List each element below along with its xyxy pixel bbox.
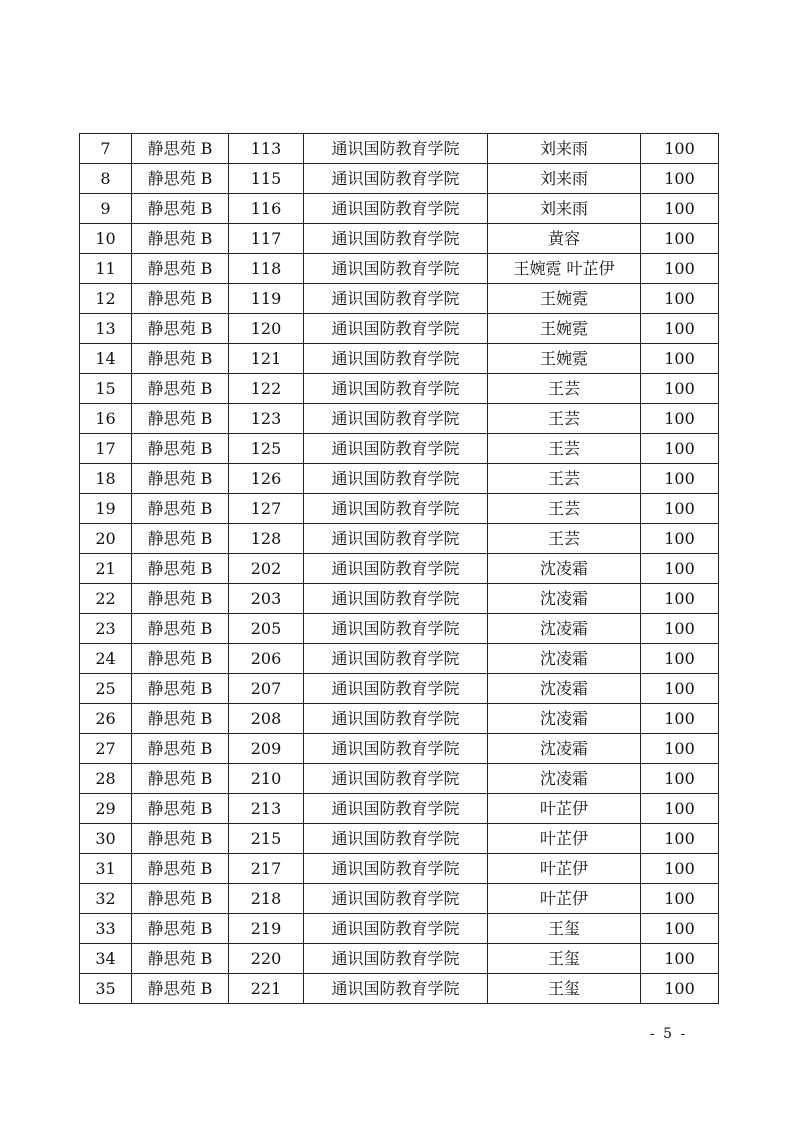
table-row xyxy=(80,614,719,644)
row-index-cell: 35 xyxy=(80,974,132,1004)
table-row xyxy=(80,524,719,554)
inspector-name-cell: 王玺 xyxy=(488,944,641,974)
score-cell: 100 xyxy=(641,404,719,434)
row-index-cell: 19 xyxy=(80,494,132,524)
table-body xyxy=(80,134,719,1004)
score-cell: 100 xyxy=(641,314,719,344)
score-cell: 100 xyxy=(641,734,719,764)
table-row xyxy=(80,404,719,434)
score-cell: 100 xyxy=(641,464,719,494)
inspector-name-cell: 王芸 xyxy=(488,404,641,434)
room-number-cell: 203 xyxy=(229,584,304,614)
inspector-name-cell: 沈凌霜 xyxy=(488,704,641,734)
building-cell: 静思苑 B xyxy=(132,794,229,824)
score-cell: 100 xyxy=(641,374,719,404)
room-number-cell: 113 xyxy=(229,134,304,164)
inspector-name-cell: 王婉霓 xyxy=(488,284,641,314)
room-number-cell: 118 xyxy=(229,254,304,284)
row-index-cell: 22 xyxy=(80,584,132,614)
table-row xyxy=(80,254,719,284)
score-cell: 100 xyxy=(641,854,719,884)
table-row xyxy=(80,344,719,374)
inspector-name-cell: 王玺 xyxy=(488,974,641,1004)
college-cell: 通识国防教育学院 xyxy=(304,824,488,854)
inspector-name-cell: 刘来雨 xyxy=(488,134,641,164)
inspector-name-cell: 沈凌霜 xyxy=(488,764,641,794)
room-number-cell: 221 xyxy=(229,974,304,1004)
room-number-cell: 116 xyxy=(229,194,304,224)
room-number-cell: 128 xyxy=(229,524,304,554)
building-cell: 静思苑 B xyxy=(132,494,229,524)
room-number-cell: 219 xyxy=(229,914,304,944)
room-number-cell: 208 xyxy=(229,704,304,734)
college-cell: 通识国防教育学院 xyxy=(304,164,488,194)
inspector-name-cell: 王婉霓 叶芷伊 xyxy=(488,254,641,284)
score-cell: 100 xyxy=(641,524,719,554)
table-row xyxy=(80,914,719,944)
table-row xyxy=(80,284,719,314)
row-index-cell: 31 xyxy=(80,854,132,884)
inspector-name-cell: 王芸 xyxy=(488,434,641,464)
college-cell: 通识国防教育学院 xyxy=(304,674,488,704)
college-cell: 通识国防教育学院 xyxy=(304,134,488,164)
row-index-cell: 10 xyxy=(80,224,132,254)
room-number-cell: 115 xyxy=(229,164,304,194)
building-cell: 静思苑 B xyxy=(132,854,229,884)
inspector-name-cell: 沈凌霜 xyxy=(488,584,641,614)
building-cell: 静思苑 B xyxy=(132,914,229,944)
table-row xyxy=(80,824,719,854)
building-cell: 静思苑 B xyxy=(132,884,229,914)
building-cell: 静思苑 B xyxy=(132,374,229,404)
room-number-cell: 122 xyxy=(229,374,304,404)
row-index-cell: 32 xyxy=(80,884,132,914)
college-cell: 通识国防教育学院 xyxy=(304,554,488,584)
inspector-name-cell: 王芸 xyxy=(488,494,641,524)
score-cell: 100 xyxy=(641,434,719,464)
score-cell: 100 xyxy=(641,134,719,164)
dormitory-score-table xyxy=(79,133,719,1004)
row-index-cell: 33 xyxy=(80,914,132,944)
college-cell: 通识国防教育学院 xyxy=(304,764,488,794)
room-number-cell: 206 xyxy=(229,644,304,674)
room-number-cell: 121 xyxy=(229,344,304,374)
inspector-name-cell: 王芸 xyxy=(488,464,641,494)
building-cell: 静思苑 B xyxy=(132,524,229,554)
score-cell: 100 xyxy=(641,704,719,734)
building-cell: 静思苑 B xyxy=(132,614,229,644)
score-cell: 100 xyxy=(641,824,719,854)
score-cell: 100 xyxy=(641,614,719,644)
inspector-name-cell: 沈凌霜 xyxy=(488,644,641,674)
inspector-name-cell: 叶芷伊 xyxy=(488,854,641,884)
room-number-cell: 202 xyxy=(229,554,304,584)
building-cell: 静思苑 B xyxy=(132,314,229,344)
college-cell: 通识国防教育学院 xyxy=(304,464,488,494)
room-number-cell: 125 xyxy=(229,434,304,464)
row-index-cell: 26 xyxy=(80,704,132,734)
college-cell: 通识国防教育学院 xyxy=(304,374,488,404)
college-cell: 通识国防教育学院 xyxy=(304,914,488,944)
room-number-cell: 126 xyxy=(229,464,304,494)
row-index-cell: 25 xyxy=(80,674,132,704)
table-row xyxy=(80,554,719,584)
score-cell: 100 xyxy=(641,164,719,194)
inspector-name-cell: 刘来雨 xyxy=(488,194,641,224)
table-row xyxy=(80,764,719,794)
score-cell: 100 xyxy=(641,764,719,794)
room-number-cell: 119 xyxy=(229,284,304,314)
building-cell: 静思苑 B xyxy=(132,764,229,794)
college-cell: 通识国防教育学院 xyxy=(304,734,488,764)
row-index-cell: 9 xyxy=(80,194,132,224)
college-cell: 通识国防教育学院 xyxy=(304,974,488,1004)
building-cell: 静思苑 B xyxy=(132,644,229,674)
score-cell: 100 xyxy=(641,914,719,944)
building-cell: 静思苑 B xyxy=(132,284,229,314)
inspector-name-cell: 刘来雨 xyxy=(488,164,641,194)
college-cell: 通识国防教育学院 xyxy=(304,434,488,464)
row-index-cell: 21 xyxy=(80,554,132,584)
row-index-cell: 13 xyxy=(80,314,132,344)
room-number-cell: 209 xyxy=(229,734,304,764)
row-index-cell: 24 xyxy=(80,644,132,674)
inspector-name-cell: 黄容 xyxy=(488,224,641,254)
room-number-cell: 123 xyxy=(229,404,304,434)
inspector-name-cell: 沈凌霜 xyxy=(488,674,641,704)
college-cell: 通识国防教育学院 xyxy=(304,344,488,374)
college-cell: 通识国防教育学院 xyxy=(304,584,488,614)
row-index-cell: 20 xyxy=(80,524,132,554)
building-cell: 静思苑 B xyxy=(132,704,229,734)
room-number-cell: 120 xyxy=(229,314,304,344)
room-number-cell: 117 xyxy=(229,224,304,254)
table-row xyxy=(80,374,719,404)
building-cell: 静思苑 B xyxy=(132,194,229,224)
inspector-name-cell: 沈凌霜 xyxy=(488,554,641,584)
score-cell: 100 xyxy=(641,794,719,824)
row-index-cell: 18 xyxy=(80,464,132,494)
inspector-name-cell: 叶芷伊 xyxy=(488,824,641,854)
college-cell: 通识国防教育学院 xyxy=(304,494,488,524)
college-cell: 通识国防教育学院 xyxy=(304,854,488,884)
table-row xyxy=(80,674,719,704)
table-row xyxy=(80,644,719,674)
building-cell: 静思苑 B xyxy=(132,674,229,704)
room-number-cell: 215 xyxy=(229,824,304,854)
building-cell: 静思苑 B xyxy=(132,134,229,164)
score-cell: 100 xyxy=(641,884,719,914)
building-cell: 静思苑 B xyxy=(132,464,229,494)
college-cell: 通识国防教育学院 xyxy=(304,614,488,644)
row-index-cell: 27 xyxy=(80,734,132,764)
college-cell: 通识国防教育学院 xyxy=(304,284,488,314)
building-cell: 静思苑 B xyxy=(132,824,229,854)
row-index-cell: 30 xyxy=(80,824,132,854)
inspector-name-cell: 叶芷伊 xyxy=(488,794,641,824)
table-row xyxy=(80,164,719,194)
college-cell: 通识国防教育学院 xyxy=(304,404,488,434)
score-cell: 100 xyxy=(641,344,719,374)
inspector-name-cell: 叶芷伊 xyxy=(488,884,641,914)
room-number-cell: 207 xyxy=(229,674,304,704)
table-row xyxy=(80,194,719,224)
building-cell: 静思苑 B xyxy=(132,344,229,374)
score-cell: 100 xyxy=(641,944,719,974)
college-cell: 通识国防教育学院 xyxy=(304,944,488,974)
score-cell: 100 xyxy=(641,644,719,674)
inspector-name-cell: 王婉霓 xyxy=(488,314,641,344)
table-row xyxy=(80,884,719,914)
score-cell: 100 xyxy=(641,254,719,284)
building-cell: 静思苑 B xyxy=(132,224,229,254)
college-cell: 通识国防教育学院 xyxy=(304,884,488,914)
building-cell: 静思苑 B xyxy=(132,164,229,194)
score-cell: 100 xyxy=(641,224,719,254)
inspector-name-cell: 沈凌霜 xyxy=(488,734,641,764)
college-cell: 通识国防教育学院 xyxy=(304,794,488,824)
building-cell: 静思苑 B xyxy=(132,434,229,464)
row-index-cell: 17 xyxy=(80,434,132,464)
score-cell: 100 xyxy=(641,494,719,524)
row-index-cell: 12 xyxy=(80,284,132,314)
table-row xyxy=(80,854,719,884)
building-cell: 静思苑 B xyxy=(132,254,229,284)
score-cell: 100 xyxy=(641,584,719,614)
score-cell: 100 xyxy=(641,194,719,224)
table-row xyxy=(80,734,719,764)
room-number-cell: 210 xyxy=(229,764,304,794)
college-cell: 通识国防教育学院 xyxy=(304,704,488,734)
row-index-cell: 34 xyxy=(80,944,132,974)
table-row xyxy=(80,974,719,1004)
table-row xyxy=(80,434,719,464)
table-row xyxy=(80,464,719,494)
inspector-name-cell: 王婉霓 xyxy=(488,344,641,374)
row-index-cell: 28 xyxy=(80,764,132,794)
table-row xyxy=(80,794,719,824)
row-index-cell: 7 xyxy=(80,134,132,164)
table-row xyxy=(80,584,719,614)
row-index-cell: 15 xyxy=(80,374,132,404)
score-cell: 100 xyxy=(641,974,719,1004)
row-index-cell: 14 xyxy=(80,344,132,374)
room-number-cell: 213 xyxy=(229,794,304,824)
inspector-name-cell: 沈凌霜 xyxy=(488,614,641,644)
row-index-cell: 23 xyxy=(80,614,132,644)
room-number-cell: 127 xyxy=(229,494,304,524)
table-row xyxy=(80,944,719,974)
building-cell: 静思苑 B xyxy=(132,554,229,584)
college-cell: 通识国防教育学院 xyxy=(304,194,488,224)
inspector-name-cell: 王芸 xyxy=(488,524,641,554)
table-row xyxy=(80,134,719,164)
inspector-name-cell: 王玺 xyxy=(488,914,641,944)
building-cell: 静思苑 B xyxy=(132,404,229,434)
college-cell: 通识国防教育学院 xyxy=(304,254,488,284)
score-cell: 100 xyxy=(641,674,719,704)
table-row xyxy=(80,494,719,524)
page-number: - 5 - xyxy=(650,1026,688,1042)
row-index-cell: 11 xyxy=(80,254,132,284)
table-row xyxy=(80,314,719,344)
college-cell: 通识国防教育学院 xyxy=(304,524,488,554)
score-cell: 100 xyxy=(641,554,719,584)
room-number-cell: 217 xyxy=(229,854,304,884)
college-cell: 通识国防教育学院 xyxy=(304,644,488,674)
score-cell: 100 xyxy=(641,284,719,314)
college-cell: 通识国防教育学院 xyxy=(304,224,488,254)
table-row xyxy=(80,704,719,734)
table-row xyxy=(80,224,719,254)
room-number-cell: 220 xyxy=(229,944,304,974)
row-index-cell: 8 xyxy=(80,164,132,194)
building-cell: 静思苑 B xyxy=(132,944,229,974)
building-cell: 静思苑 B xyxy=(132,734,229,764)
row-index-cell: 16 xyxy=(80,404,132,434)
college-cell: 通识国防教育学院 xyxy=(304,314,488,344)
room-number-cell: 205 xyxy=(229,614,304,644)
building-cell: 静思苑 B xyxy=(132,584,229,614)
building-cell: 静思苑 B xyxy=(132,974,229,1004)
room-number-cell: 218 xyxy=(229,884,304,914)
inspector-name-cell: 王芸 xyxy=(488,374,641,404)
row-index-cell: 29 xyxy=(80,794,132,824)
